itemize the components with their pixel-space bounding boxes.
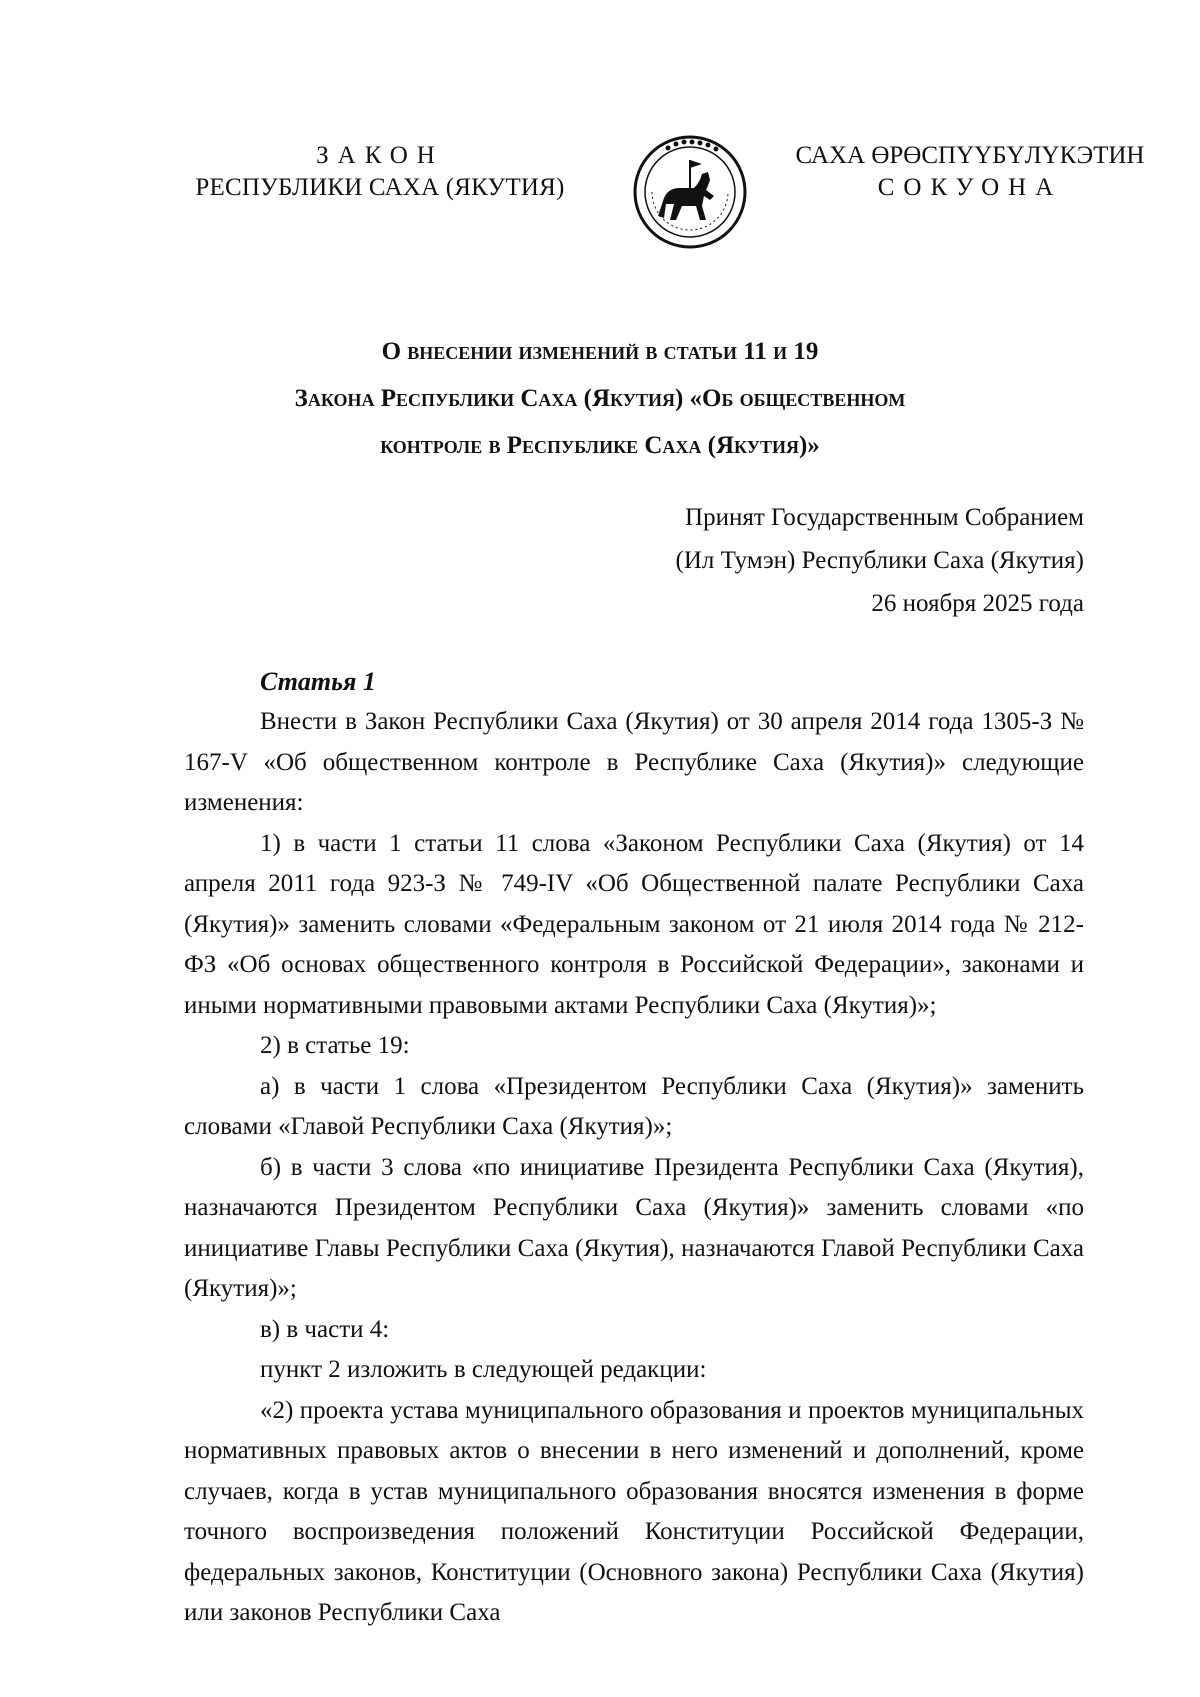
title-line-2: Закона Республики Саха (Якутия) «Об общественном xyxy=(294,385,906,412)
paragraph: 1) в части 1 статьи 11 слова «Законом Республики Саха (Якутия) от 14 апреля 2011 года 923-З № 749-IV «Об Общественной палате Республики Саха (Якутия)» заменить словами «Федеральным законом от 21 июля 2014 года № 212-ФЗ «Об основах общественного контроля в Российской Федерации», законами и иными нормативными правовыми актами Республики Саха (Якутия)»; xyxy=(184,829,1084,1019)
paragraph: 2) в статье 19: xyxy=(260,1032,410,1059)
header-left-subtitle: РЕСПУБЛИКИ САХА (ЯКУТИЯ) xyxy=(195,174,565,201)
adoption-date: 26 ноября 2025 года xyxy=(871,590,1084,617)
document-title xyxy=(200,328,1000,469)
paragraph: «2) проекта устава муниципального образования и проектов муниципальных нормативных правовых актов о внесении в него изменений и дополнений, кроме случаев, когда в устав муниципального образования вносятся изменения в форме точного воспроизведения положений Конституции Российской Федерации, федеральных законов, Конституции (Основного закона) Республики Саха (Якутия) или законов Республики Саха xyxy=(184,1396,1084,1626)
header-left-title: ЗАКОН xyxy=(316,142,444,169)
header-right-title: САХА ӨРӨСПҮҮБҮЛҮКЭТИН xyxy=(795,142,1145,169)
article-body xyxy=(184,702,1084,1634)
header-right-subtitle: СОКУОНА xyxy=(877,174,1063,201)
header-left xyxy=(160,140,600,204)
header-right xyxy=(770,140,1170,204)
adoption-line-2: (Ил Тумэн) Республики Саха (Якутия) xyxy=(675,547,1084,574)
paragraph: б) в части 3 слова «по инициативе Президента Республики Саха (Якутия), назначаются Президентом Республики Саха (Якутия)» заменить словами «по инициативе Главы Республики Саха (Якутия), назначаются Главой Республики Саха (Якутия)»; xyxy=(184,1153,1084,1302)
coat-of-arms-emblem-icon xyxy=(630,132,750,252)
title-line-3: контроле в Республике Саха (Якутия)» xyxy=(380,432,820,459)
adoption-line-1: Принят Государственным Собранием xyxy=(685,504,1084,531)
paragraph: пункт 2 изложить в следующей редакции: xyxy=(260,1356,707,1383)
adoption-note xyxy=(484,496,1084,625)
paragraph: Внести в Закон Республики Саха (Якутия) от 30 апреля 2014 года 1305-З № 167-V «Об общественном контроле в Республике Саха (Якутия)» следующие изменения: xyxy=(184,708,1084,816)
article-heading: Статья 1 xyxy=(260,667,376,696)
paragraph: в) в части 4: xyxy=(260,1315,390,1343)
title-line-1: О внесении изменений в статьи 11 и 19 xyxy=(381,338,819,365)
paragraph: а) в части 1 слова «Президентом Республики Саха (Якутия)» заменить словами «Главой Республики Саха (Якутия)»; xyxy=(184,1072,1084,1140)
